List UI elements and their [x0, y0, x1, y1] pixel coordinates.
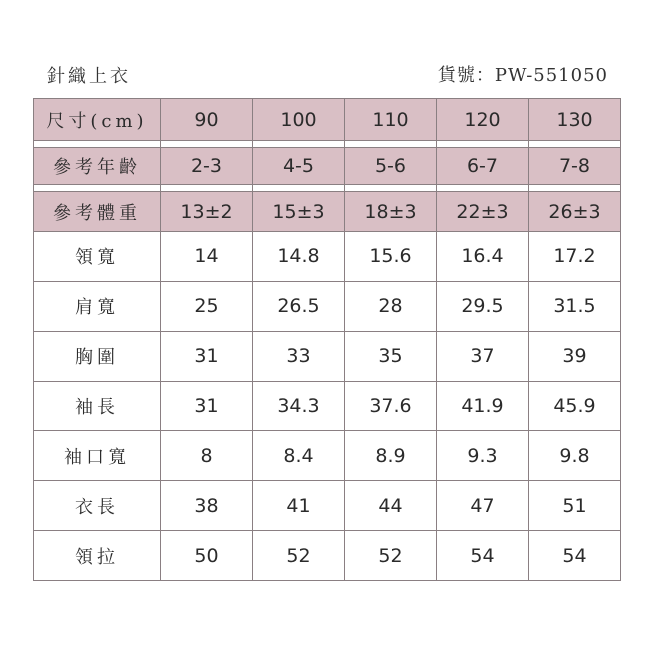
size-cell: 110	[345, 99, 437, 141]
table-cell: 8.4	[253, 431, 345, 481]
table-cell: 14	[161, 232, 253, 282]
weight-cell: 13±2	[161, 192, 253, 232]
age-row	[34, 148, 621, 185]
table-cell: 37	[437, 331, 529, 381]
row-label: 袖口寬	[34, 431, 161, 481]
row-label: 袖長	[34, 381, 161, 431]
table-cell: 28	[345, 281, 437, 331]
table-row	[34, 281, 621, 331]
table-cell: 8	[161, 431, 253, 481]
table-cell: 31.5	[529, 281, 621, 331]
table-cell: 33	[253, 331, 345, 381]
table-cell: 47	[437, 481, 529, 531]
table-cell: 54	[437, 531, 529, 581]
table-cell: 9.8	[529, 431, 621, 481]
table-cell: 31	[161, 381, 253, 431]
row-label: 胸圍	[34, 331, 161, 381]
table-row	[34, 331, 621, 381]
table-cell: 29.5	[437, 281, 529, 331]
table-row	[34, 431, 621, 481]
table-cell: 17.2	[529, 232, 621, 282]
row-divider	[34, 185, 621, 192]
table-cell: 39	[529, 331, 621, 381]
table-row	[34, 481, 621, 531]
age-cell: 2-3	[161, 148, 253, 185]
weight-cell: 18±3	[345, 192, 437, 232]
table-cell: 15.6	[345, 232, 437, 282]
age-cell: 6-7	[437, 148, 529, 185]
table-cell: 16.4	[437, 232, 529, 282]
table-row	[34, 232, 621, 282]
product-title: 針織上衣	[47, 66, 131, 87]
size-cell: 130	[529, 99, 621, 141]
table-cell: 31	[161, 331, 253, 381]
age-cell: 5-6	[345, 148, 437, 185]
table-cell: 54	[529, 531, 621, 581]
table-row	[34, 531, 621, 581]
table-cell: 44	[345, 481, 437, 531]
table-cell: 41.9	[437, 381, 529, 431]
age-cell: 7-8	[529, 148, 621, 185]
weight-cell: 26±3	[529, 192, 621, 232]
row-label: 參考體重	[34, 192, 161, 232]
size-cell: 100	[253, 99, 345, 141]
row-label: 衣長	[34, 481, 161, 531]
table-row	[34, 381, 621, 431]
table-cell: 37.6	[345, 381, 437, 431]
size-cell: 120	[437, 99, 529, 141]
table-cell: 52	[253, 531, 345, 581]
weight-row	[34, 192, 621, 232]
table-cell: 51	[529, 481, 621, 531]
product-code: 貨號：PW-551050	[437, 65, 608, 86]
table-cell: 25	[161, 281, 253, 331]
table-cell: 38	[161, 481, 253, 531]
row-label: 尺寸(cm)	[34, 99, 161, 141]
table-cell: 9.3	[437, 431, 529, 481]
size-chart	[33, 98, 620, 581]
row-divider	[34, 141, 621, 148]
table-cell: 41	[253, 481, 345, 531]
row-label: 領拉	[34, 531, 161, 581]
row-label: 領寬	[34, 232, 161, 282]
age-cell: 4-5	[253, 148, 345, 185]
size-table	[33, 98, 621, 581]
weight-cell: 15±3	[253, 192, 345, 232]
size-cell: 90	[161, 99, 253, 141]
weight-cell: 22±3	[437, 192, 529, 232]
size-row	[34, 99, 621, 141]
table-cell: 8.9	[345, 431, 437, 481]
row-label: 肩寬	[34, 281, 161, 331]
table-cell: 14.8	[253, 232, 345, 282]
table-cell: 35	[345, 331, 437, 381]
table-cell: 34.3	[253, 381, 345, 431]
row-label: 參考年齡	[34, 148, 161, 185]
table-cell: 26.5	[253, 281, 345, 331]
table-cell: 45.9	[529, 381, 621, 431]
table-cell: 50	[161, 531, 253, 581]
table-cell: 52	[345, 531, 437, 581]
